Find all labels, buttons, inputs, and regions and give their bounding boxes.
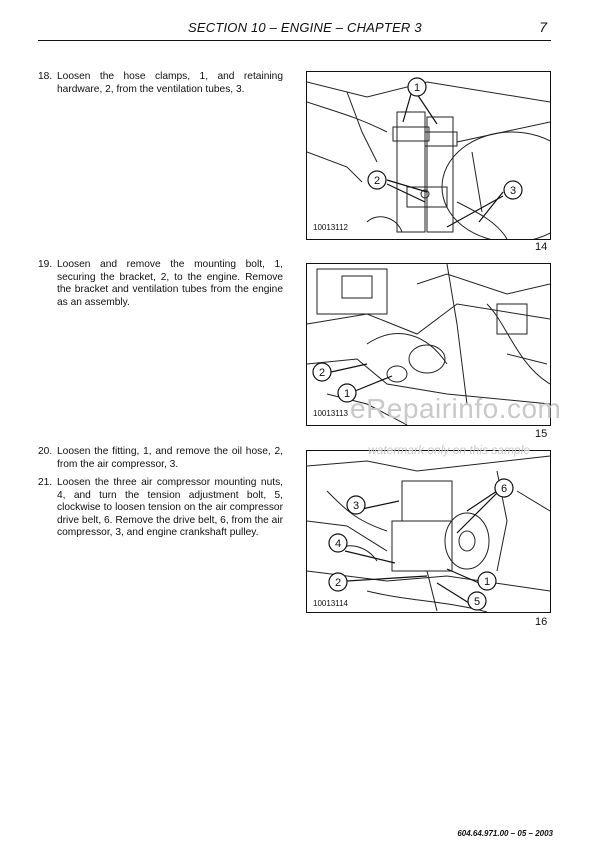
figure-code: 10013113 xyxy=(313,409,348,418)
figure-14 xyxy=(306,71,551,240)
callout-label: 4 xyxy=(334,538,342,550)
step-text: Loosen the hose clamps, 1, and retaining hardware, 2, from the ventilation tubes, 3. xyxy=(57,71,283,95)
document-code: 604.64.971.00 – 05 – 2003 xyxy=(457,829,553,838)
figure-number: 16 xyxy=(535,616,548,628)
step-number: 21. xyxy=(38,477,53,488)
page-number: 7 xyxy=(539,19,547,35)
callout-label: 1 xyxy=(483,576,491,588)
callout-label: 2 xyxy=(318,367,326,379)
callout-label: 5 xyxy=(473,596,481,608)
callout-label: 3 xyxy=(509,185,517,197)
figure-number: 14 xyxy=(535,241,548,253)
figure-number: 15 xyxy=(535,428,548,440)
figure-code: 10013112 xyxy=(313,223,348,232)
step-number: 20. xyxy=(38,446,53,457)
step-20 xyxy=(38,446,283,471)
callout-label: 6 xyxy=(500,483,508,495)
callout-label: 1 xyxy=(413,82,421,94)
step-21 xyxy=(38,477,283,540)
watermark-logo: eRepairinfo.com xyxy=(350,393,562,424)
figure-14-drawing xyxy=(307,72,550,239)
step-19 xyxy=(38,259,283,309)
figure-16 xyxy=(306,450,551,613)
step-text: Loosen the three air compressor mounting nuts, 4, and turn the tension adjustment bolt, 5, clockwise to loosen tension on the air compressor drive belt, 6. Remove the drive belt, 6, from the air compressor, 3, and engine crankshaft pulley. xyxy=(57,477,283,539)
callout-label: 2 xyxy=(373,175,381,187)
step-number: 19. xyxy=(38,259,53,270)
callout-label: 1 xyxy=(343,388,351,400)
callout-label: 2 xyxy=(334,577,342,589)
callout-label: 3 xyxy=(352,500,360,512)
step-text: Loosen and remove the mounting bolt, 1, securing the bracket, 2, to the engine. Remove the bracket and ventilation tubes from the engine as an assembly. xyxy=(57,259,283,308)
watermark-note: watermark only on this sample xyxy=(368,443,531,457)
figure-code: 10013114 xyxy=(313,599,348,608)
figure-16-drawing xyxy=(307,451,550,612)
step-text: Loosen the fitting, 1, and remove the oil hose, 2, from the air compressor, 3. xyxy=(57,446,283,470)
page-header xyxy=(38,18,551,41)
step-18 xyxy=(38,71,283,96)
step-number: 18. xyxy=(38,71,53,82)
section-title: SECTION 10 – ENGINE – CHAPTER 3 xyxy=(188,20,422,35)
